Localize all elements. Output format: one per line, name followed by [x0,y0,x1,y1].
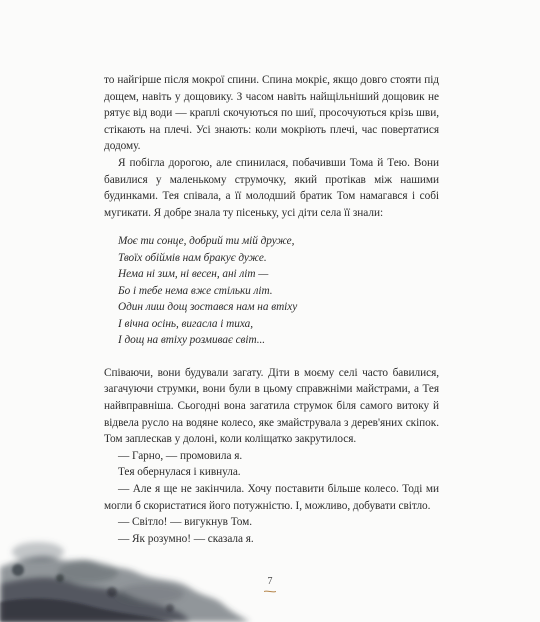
dialogue-line: Тея обернулася і кивнула. [118,466,241,479]
verse-line: І дощ на втіху розмиває світ... [118,334,266,347]
dialogue-line: — Світло! — вигукнув Том. [118,516,252,529]
dialogue-line: — Але я ще не закінчила. Хочу поставити більше колесо. Тоді ми могли б скористатися його потужністю. І, можливо, добувати світло. [104,483,439,512]
paragraph-3: Співаючи, вони будували загату. Діти в моєму селі часто бавилися, загачуючи струмки, вони були в цьому справжніми майстрами, а Тея найвправніша. Сьогодні вона загатила струмок біля самого витоку й відвела русло на водяне колесо, яке змайструвала з дерев'яних скіпок. Том заплескав у долоні, коли коліщатко закрутилося. [104,366,439,446]
dialogue-line: — Гарно, — промовила я. [118,449,243,462]
verse-line: І вічна осінь, вигасла і тиха, [118,317,254,330]
paragraph-2: Я побігла дорогою, але спинилася, побачивши Тома й Тею. Вони бавилися у маленькому струмочку, який протікав між нашими будинками. Тея співала, а її молодший братик Том намагався і собі мугикати. Я добре знала ту пісеньку, усі діти села її знали: [104,156,439,219]
verse-line: Нема ні зим, ні весен, ані літ — [118,268,269,281]
verse-line: Бо і тебе нема вже стільки літ. [118,284,273,297]
verse-line: Твоїх обіймів нам бракує дуже. [118,251,267,264]
paragraph-1: то найгірше після мокрої спини. Спина мокріє, якщо довго стояти під дощем, навіть у дощовику. З часом навіть найщільніший дощовик не рятує від води — краплі скочуються по шиї, просочуються крізь шви, стікають на плечі. Усі знають: коли мокріють плечі, час повертатися додому. [104,74,439,153]
page-number: 7 [267,576,273,587]
dialogue-line: — Як розумно! — сказала я. [118,532,254,545]
page-number-ornament-icon [264,590,276,593]
verse-line: Моє ти сонце, добрий ти мій друже, [118,235,295,248]
song-verse [118,233,439,349]
body-text [104,72,439,547]
verse-line: Один лиш дощ зостався нам на втіху [118,301,298,314]
